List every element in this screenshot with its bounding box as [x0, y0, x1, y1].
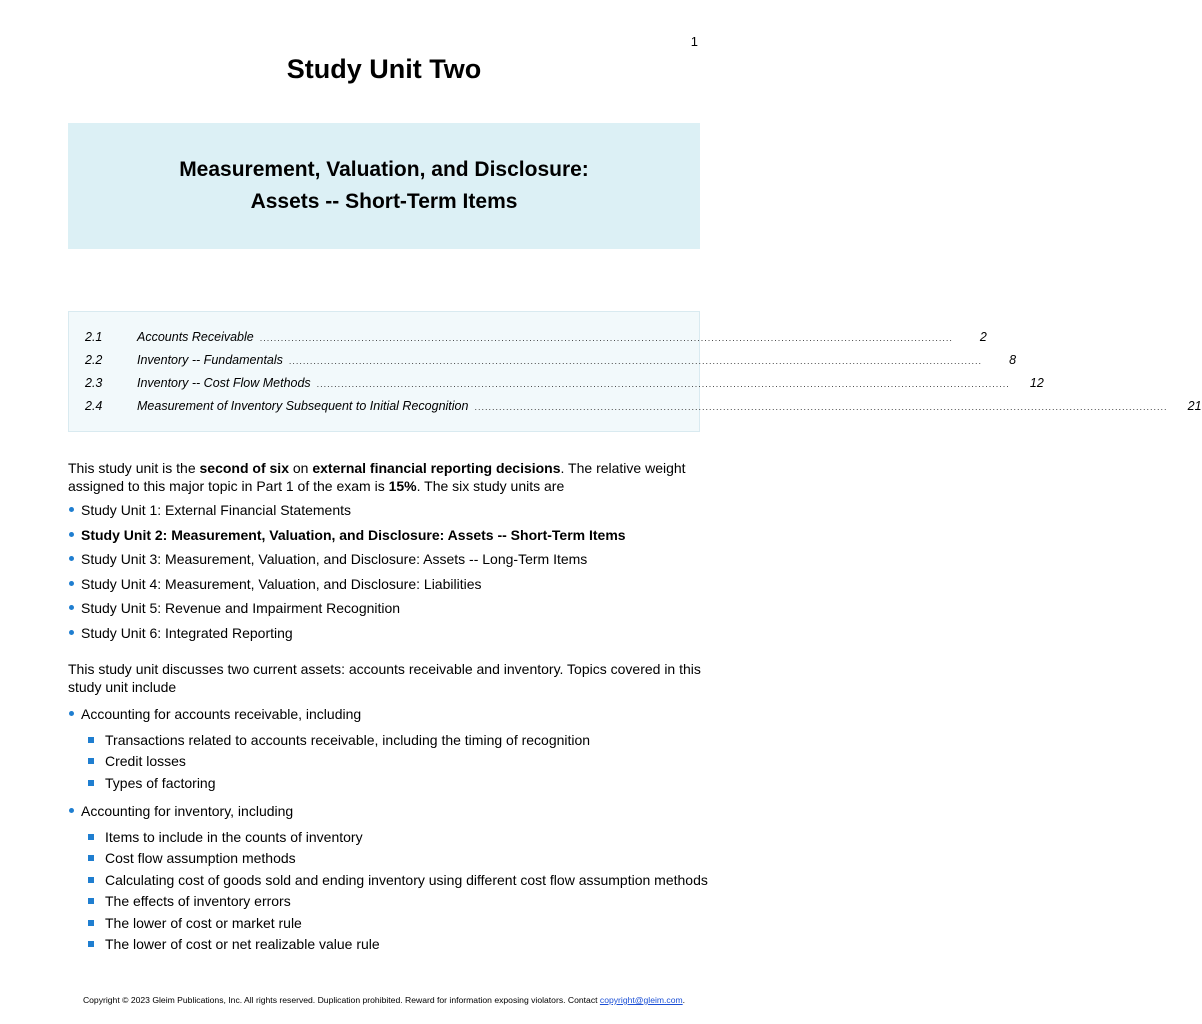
list-item [88, 892, 748, 913]
toc-page: 12 [1029, 376, 1044, 390]
bullet-dot-icon [69, 711, 74, 716]
subtopic-text: The lower of cost or market rule [105, 914, 302, 931]
toc-number: 2.1 [85, 330, 103, 344]
bullet-square-icon [88, 834, 94, 840]
topic-inventory [68, 802, 748, 956]
study-unit-label: Study Unit 4: Measurement, Valuation, and Disclosure: Liabilities [81, 575, 482, 592]
toc-title: Accounts Receivable [137, 330, 254, 344]
subtopic-list [88, 731, 748, 795]
list-item [88, 935, 748, 956]
bullet-square-icon [88, 855, 94, 861]
bullet-dot-icon [69, 532, 74, 537]
toc-entry[interactable] [85, 349, 1017, 372]
toc-number: 2.3 [85, 376, 103, 390]
toc-title: Measurement of Inventory Subsequent to Initial Recognition [137, 399, 469, 413]
toc-number: 2.4 [85, 399, 103, 413]
footer-text: Copyright © 2023 Gleim Publications, Inc. All rights reserved. Duplication prohibited. Reward for information exposing violators. Contact [82, 995, 600, 1005]
page-number: 1 [690, 34, 698, 49]
bullet-dot-icon [69, 507, 74, 512]
copyright-email-link[interactable]: copyright@gleim.com [599, 995, 683, 1005]
toc-leader-dots: ...................................................................................................................................................................................................... [316, 379, 1010, 389]
list-item [68, 599, 728, 624]
bullet-square-icon [88, 920, 94, 926]
subtopic-list [88, 828, 748, 956]
toc-entry[interactable] [85, 395, 1202, 418]
subtopic-text: The effects of inventory errors [105, 893, 291, 910]
list-item [68, 501, 728, 526]
copyright-footer [0, 995, 768, 1005]
subtopic-text: Credit losses [105, 753, 186, 770]
toc-leader-dots: ...................................................................................................................................................................................................... [259, 333, 953, 343]
study-unit-label: Study Unit 6: Integrated Reporting [81, 624, 293, 641]
bullet-square-icon [88, 780, 94, 786]
topics-intro-paragraph: This study unit discusses two current assets: accounts receivable and inventory. Topics covered in this study unit include [68, 661, 701, 695]
toc-title: Inventory -- Fundamentals [137, 353, 283, 367]
bullet-dot-icon [69, 808, 74, 813]
toc-leader-dots: ...................................................................................................................................................................................................... [474, 402, 1168, 412]
topic-heading [68, 802, 748, 820]
intro-bold: 15% [388, 478, 417, 494]
topic-heading [68, 705, 748, 723]
intro-text: This study unit is the [68, 460, 200, 476]
intro-text: . The six study units are [416, 478, 565, 494]
list-item [68, 550, 728, 575]
list-item [88, 731, 748, 752]
study-unit-label: Study Unit 3: Measurement, Valuation, and Disclosure: Assets -- Long-Term Items [81, 551, 588, 568]
table-of-contents [68, 311, 1202, 432]
study-unit-label: Study Unit 2: Measurement, Valuation, and Disclosure: Assets -- Short-Term Items [81, 526, 626, 543]
bullet-square-icon [88, 898, 94, 904]
subtopic-text: Calculating cost of goods sold and ending inventory using different cost flow assumption methods [105, 871, 708, 888]
unit-banner [68, 123, 700, 249]
intro-text: on [288, 460, 313, 476]
list-item [88, 914, 748, 935]
study-unit-list [68, 501, 728, 649]
list-item [68, 526, 728, 551]
toc-leader-dots: ...................................................................................................................................................................................................... [288, 356, 983, 366]
banner-title-line-2: Assets -- Short-Term Items [250, 190, 518, 213]
toc-title: Inventory -- Cost Flow Methods [137, 376, 311, 390]
page-title: Study Unit Two [286, 54, 482, 84]
bullet-dot-icon [69, 556, 74, 561]
intro-text: . The relative weight assigned to this major topic in Part 1 of the exam is [68, 460, 686, 494]
toc-page: 21 [1187, 399, 1202, 413]
subtopic-text: The lower of cost or net realizable value rule [105, 935, 380, 952]
toc-entry[interactable] [85, 326, 987, 349]
intro-bold: external financial reporting decisions [312, 460, 561, 476]
list-item [88, 828, 748, 849]
bullet-square-icon [88, 737, 94, 743]
study-unit-label: Study Unit 1: External Financial Statements [81, 502, 352, 518]
banner-title-line-1: Measurement, Valuation, and Disclosure: [179, 158, 589, 181]
list-item [88, 849, 748, 870]
bullet-square-icon [88, 877, 94, 883]
subtopic-text: Items to include in the counts of inventory [105, 829, 363, 845]
subtopic-text: Transactions related to accounts receivable, including the timing of recognition [105, 732, 591, 748]
bullet-square-icon [88, 941, 94, 947]
topic-accounts-receivable [68, 705, 748, 795]
topic-heading-text: Accounting for accounts receivable, including [81, 706, 362, 722]
list-item [68, 624, 728, 649]
bullet-square-icon [88, 758, 94, 764]
bullet-dot-icon [69, 581, 74, 586]
bullet-dot-icon [69, 605, 74, 610]
toc-number: 2.2 [85, 353, 103, 367]
intro-paragraph [68, 459, 708, 495]
topic-heading-text: Accounting for inventory, including [81, 803, 294, 819]
toc-entry[interactable] [85, 372, 1044, 395]
list-item [88, 752, 748, 773]
bullet-dot-icon [69, 630, 74, 635]
toc-page: 8 [1009, 353, 1017, 367]
list-item [68, 575, 728, 600]
subtopic-text: Cost flow assumption methods [105, 850, 296, 867]
list-item [88, 774, 748, 795]
toc-page: 2 [979, 330, 987, 344]
study-unit-label: Study Unit 5: Revenue and Impairment Recognition [81, 600, 401, 617]
list-item [88, 871, 748, 892]
footer-end: . [682, 995, 686, 1005]
subtopic-text: Types of factoring [105, 774, 216, 791]
intro-bold: second of six [199, 460, 289, 476]
